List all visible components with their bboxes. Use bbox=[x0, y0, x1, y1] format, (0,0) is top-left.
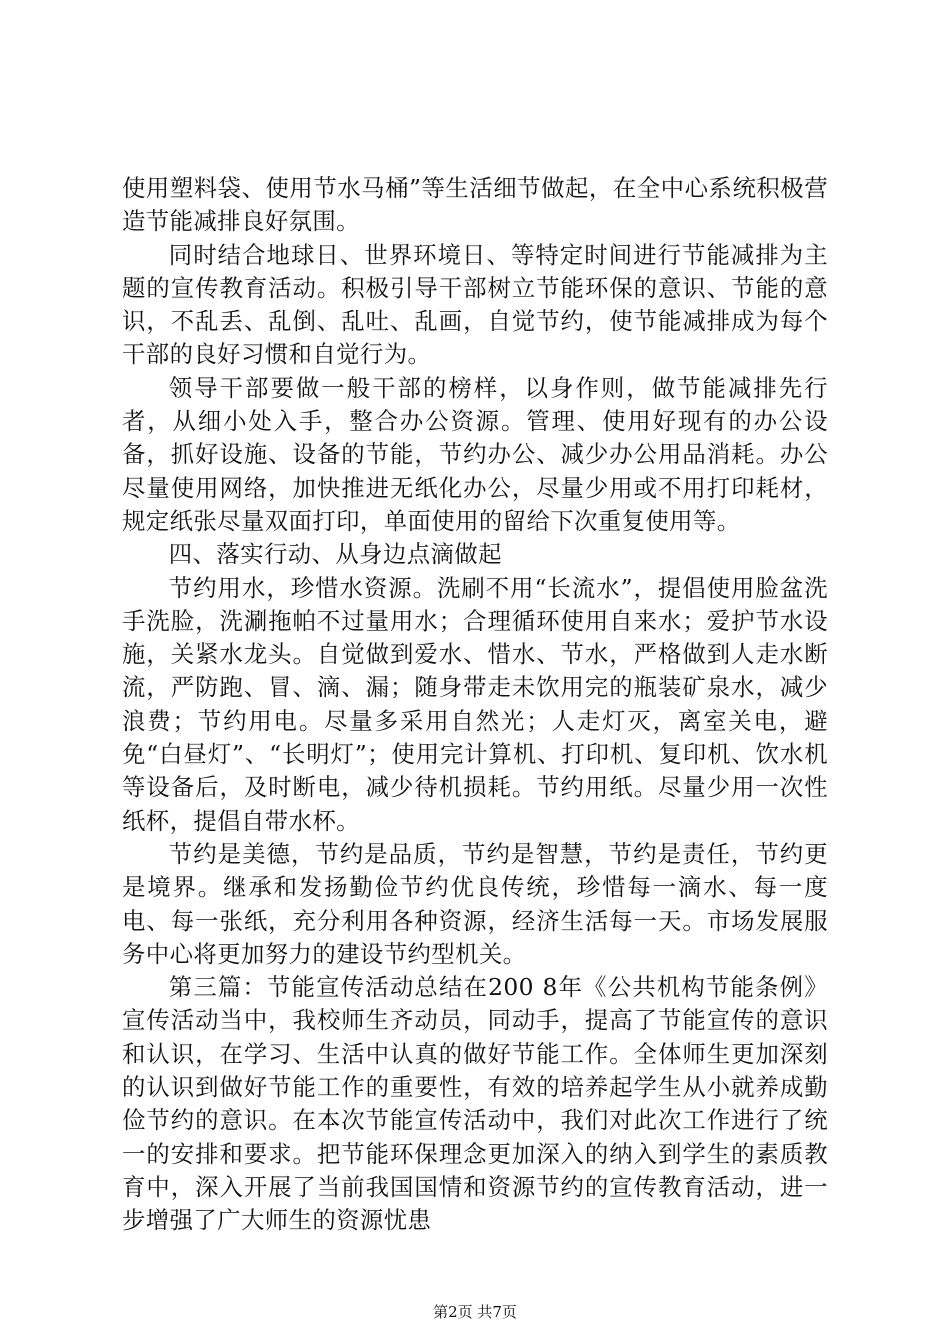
paragraph-5: 节约是美德，节约是品质，节约是智慧，节约是责任，节约更是境界。继承和发扬勤俭节约优良传统，珍惜每一滴水、每一度电、每一张纸，充分利用各种资源，经济生活每一天。市场发展服务中心将更加努力的建设节约型机关。 bbox=[122, 839, 828, 968]
page-number-footer: 第2页 共7页 bbox=[433, 1303, 517, 1321]
paragraph-6: 第三篇：节能宣传活动总结在200 8年《公共机构节能条例》宣传活动当中，我校师生齐动员，同动手，提高了节能宣传的意识和认识，在学习、生活中认真的做好节能工作。全体师生更加深刻的认识到做好节能工作的重要性，有效的培养起学生从小就养成勤俭节约的意识。在本次节能宣传活动中，我们对此次工作进行了统一的安排和要求。把节能环保理念更加深入的纳入到学生的素质教育中，深入开展了当前我国国情和资源节约的宣传教育活动，进一步增强了广大师生的资源忧患 bbox=[122, 973, 828, 1235]
paragraph-1: 使用塑料袋、使用节水马桶”等生活细节做起，在全中心系统积极营造节能减排良好氛围。 bbox=[122, 174, 828, 236]
section-heading: 四、落实行动、从身边点滴做起 bbox=[168, 540, 502, 569]
document-body bbox=[122, 172, 828, 1238]
paragraph-3: 领导干部要做一般干部的榜样，以身作则，做节能减排先行者，从细小处入手，整合办公资源。管理、使用好现有的办公设备，抓好设施、设备的节能，节约办公、减少办公用品消耗。办公尽量使用网络，加快推进无纸化办公，尽量少用或不用打印耗材，规定纸张尽量双面打印，单面使用的留给下次重复使用等。 bbox=[122, 373, 828, 535]
paragraph-4: 节约用水，珍惜水资源。洗刷不用“长流水”，提倡使用脸盆洗手洗脸，洗涮拖帕不过量用水；合理循环使用自来水；爱护节水设施，关紧水龙头。自觉做到爱水、惜水、节水，严格做到人走水断流，严防跑、冒、滴、漏；随身带走未饮用完的瓶装矿泉水，减少浪费；节约用电。尽量多采用自然光；人走灯灭，离室关电，避免“白昼灯”、“长明灯”；使用完计算机、打印机、复印机、饮水机等设备后，及时断电，减少待机损耗。节约用纸。尽量少用一次性纸杯，提倡自带水杯。 bbox=[122, 573, 828, 835]
paragraph-2: 同时结合地球日、世界环境日、等特定时间进行节能减排为主题的宣传教育活动。积极引导干部树立节能环保的意识、节能的意识，不乱丢、乱倒、乱吐、乱画，自觉节约，使节能减排成为每个干部的良好习惯和自觉行为。 bbox=[122, 240, 828, 369]
